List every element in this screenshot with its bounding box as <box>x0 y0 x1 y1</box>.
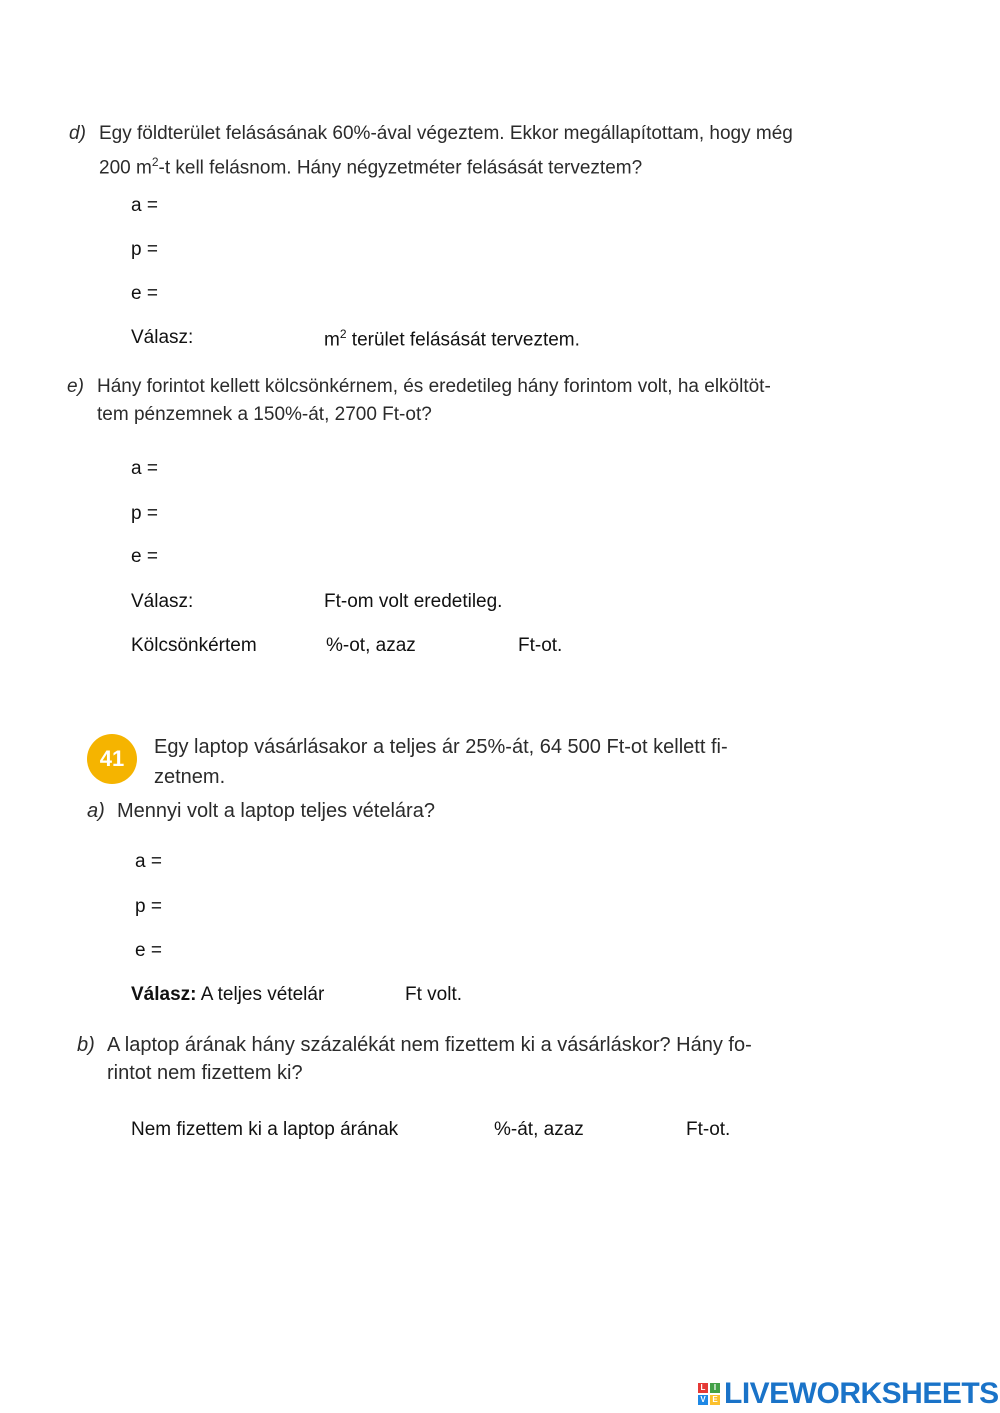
task-e-letter: e) <box>67 376 84 397</box>
task-d-answer-label: Válasz: <box>131 327 194 348</box>
task-41a-e-field: e = <box>135 940 162 961</box>
task-d-line1: Egy földterület felásásának 60%-ával végeztem. Ekkor megállapítottam, hogy még <box>99 123 793 144</box>
task-41b-letter: b) <box>77 1034 95 1056</box>
task-e-answer-text: Ft-om volt eredetileg. <box>324 591 503 612</box>
task-41a-answer-label: Válasz: <box>131 984 197 1005</box>
task-e-loan-ft: Ft-ot. <box>518 635 563 656</box>
task-41b-answer-percent: %-át, azaz <box>494 1119 584 1140</box>
logo-mark-icon: L I V E <box>698 1383 720 1405</box>
task-d-answer-text: $m^2$ terület felásását terveztem. <box>324 327 580 351</box>
task-41b-answer-ft: Ft-ot. <box>686 1119 731 1140</box>
task-41b-answer-text: Nem fizettem ki a laptop árának <box>131 1119 399 1140</box>
task-e-line1: Hány forintot kellett kölcsönkérnem, és eredetileg hány forintom volt, ha elköltöt- <box>97 376 771 397</box>
task-e-p-field: p = <box>131 503 158 524</box>
task-41-line1: Egy laptop vásárlásakor a teljes ár 25%-át, 64 500 Ft-ot kellett fi- <box>154 736 728 758</box>
task-41a-answer: Válasz: A teljes vételár <box>131 984 325 1005</box>
task-e-question <box>67 373 771 429</box>
task-d-e-field: e = <box>131 283 158 304</box>
task-d-line2: 200 $m^2-t$ kell felásnom. Hány négyzetméter felásását terveztem? <box>99 155 643 179</box>
task-e-loan-percent: %-ot, azaz <box>326 635 416 656</box>
task-41a-question: a) Mennyi volt a laptop teljes vételára? <box>117 797 435 825</box>
task-41a-a-field: a = <box>135 851 162 872</box>
task-e-answer-label: Válasz: <box>131 591 194 612</box>
task-e-line2: tem pénzemnek a 150%-át, 2700 Ft-ot? <box>97 404 432 425</box>
task-d-question <box>69 120 793 182</box>
task-41-intro <box>154 732 728 792</box>
task-41a-letter: a) <box>87 800 105 822</box>
task-d-p-field: p = <box>131 239 158 260</box>
liveworksheets-logo <box>698 1377 999 1411</box>
task-e-e-field: e = <box>131 546 158 567</box>
task-e-a-field: a = <box>131 458 158 479</box>
task-41-line2: zetnem. <box>154 766 226 788</box>
task-41a-p-field: p = <box>135 896 162 917</box>
logo-text: LIVEWORKSHEETS <box>724 1377 999 1410</box>
task-41-number-badge: 41 <box>87 734 137 784</box>
task-e-loan-label: Kölcsönkértem <box>131 635 257 656</box>
task-41b-question: b) A laptop árának hány százalékát nem fizettem ki a vásárláskor? Hány fo- rintot nem fizettem ki? <box>107 1031 752 1087</box>
task-d-a-field: a = <box>131 195 158 216</box>
task-d-letter: d) <box>69 123 86 144</box>
task-41a-answer-ft: Ft volt. <box>405 984 463 1005</box>
